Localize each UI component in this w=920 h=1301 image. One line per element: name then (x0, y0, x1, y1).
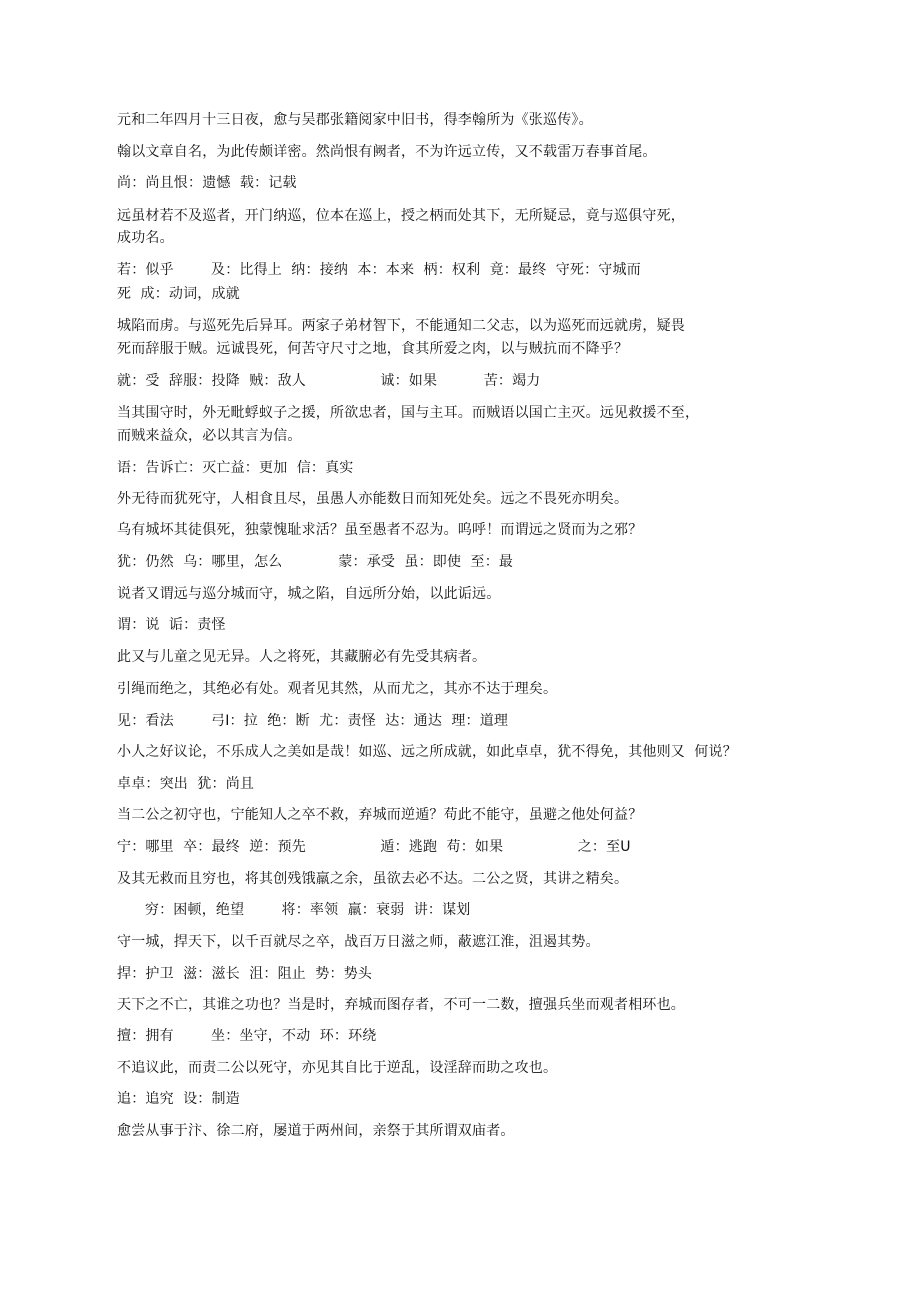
annotation-line: 追：追究 设：制造 (117, 1091, 240, 1107)
text-line: 守一城，捍天下，以千百就尽之卒，战百万日滋之师，蔽遮江淮，沮遏其势。 (117, 934, 600, 950)
text-line: 元和二年四月十三日夜，愈与吴郡张籍阅家中旧书，得李翰所为《张巡传》。 (117, 112, 593, 128)
text-line: 城陷而虏。与巡死先后异耳。两家子弟材智下，不能通知二父志，以为巡死而远就虏，疑畏 (117, 318, 685, 334)
text-line: 此又与儿童之见无异。人之将死，其藏腑必有先受其病者。 (117, 649, 487, 665)
text-line: 而贼来益众，必以其言为信。 (117, 428, 302, 444)
text-line: 小人之好议论，不乐成人之美如是哉！如巡、远之所成就，如此卓卓，犹不得免，其他则又 何说？ (117, 744, 737, 760)
annotation-line: 犹：仍然 乌：哪里，怎么 蒙：承受 虽：即使 至：最 (117, 554, 514, 570)
annotation-line: 若：似乎 及：比得上 纳：接纳 本：本来 柄：权利 竟：最终 守死：守城而 (117, 262, 641, 278)
annotation-line: 卓卓：突出 犹：尚且 (117, 776, 255, 792)
text-line: 及其无救而且穷也，将其创残饿羸之余，虽欲去必不达。二公之贤，其讲之精矣。 (117, 871, 629, 887)
annotation-line: 谓：说 诟：责怪 (117, 617, 226, 633)
text-line: 引绳而绝之，其绝必有处。观者见其然，从而尤之，其亦不达于理矣。 (117, 681, 558, 697)
text-line: 当其围守时，外无毗蜉蚁子之援，所欲忠者，国与主耳。而贼语以国亡主灭。远见救援不至， (117, 405, 700, 421)
annotation-line: 宁：哪里 卒：最终 逆：预先 遁：逃跑 苟：如果 之：至U (117, 839, 631, 855)
annotation-line: 捍：护卫 滋：滋长 沮：阻止 势：势头 (117, 966, 373, 982)
annotation-line: 死 成：动词，成就 (117, 286, 240, 302)
text-line: 远虽材若不及巡者，开门纳巡，位本在巡上，授之柄而处其下，无所疑忌，竟与巡俱守死， (117, 208, 685, 224)
text-line: 成功名。 (117, 230, 174, 246)
annotation-line: 语：告诉亡：灭亡益：更加 信：真实 (117, 460, 354, 476)
text-line: 说者又谓远与巡分城而守，城之陷，自远所分始，以此诟远。 (117, 586, 501, 602)
annotation-line: 擅：拥有 坐：坐守，不动 环：环绕 (117, 1028, 377, 1044)
annotation-line: 见：看法 弓I：拉 绝：断 尤：责怪 达：通达 理：道理 (117, 713, 509, 729)
annotation-line: 尚：尚且恨：遗憾 载：记载 (117, 175, 297, 191)
text-line: 翰以文章自名，为此传颇详密。然尚恨有阙者，不为许远立传，又不载雷万春事首尾。 (117, 144, 657, 160)
annotation-line: 就：受 辞服：投降 贼：敌人 诚：如果 苦：竭力 (117, 373, 541, 389)
text-line: 乌有城坏其徒俱死，独蒙愧耻求活？虽至愚者不忍为。呜呼！而谓远之贤而为之邪？ (117, 522, 643, 538)
text-line: 愈尝从事于汴、徐二府，屡道于两州间，亲祭于其所谓双庙者。 (117, 1123, 515, 1139)
text-line: 外无待而犹死守，人相食且尽，虽愚人亦能数日而知死处矣。远之不畏死亦明矣。 (117, 491, 629, 507)
text-line: 当二公之初守也，宁能知人之卒不救，弃城而逆遁？苟此不能守，虽避之他处何益？ (117, 807, 643, 823)
text-line: 不追议此，而责二公以死守，亦见其自比于逆乱，设淫辞而助之攻也。 (117, 1060, 558, 1076)
text-line: 天下之不亡，其谁之功也？当是时，弃城而图存者，不可一二数，擅强兵坐而观者相环也。 (117, 997, 685, 1013)
annotation-line: 穷：困顿，绝望 将：率领 羸：衰弱 讲：谋划 (117, 902, 471, 918)
text-line: 死而辞服于贼。远诚畏死，何苦守尺寸之地，食其所爱之肉，以与贼抗而不降乎？ (117, 341, 629, 357)
